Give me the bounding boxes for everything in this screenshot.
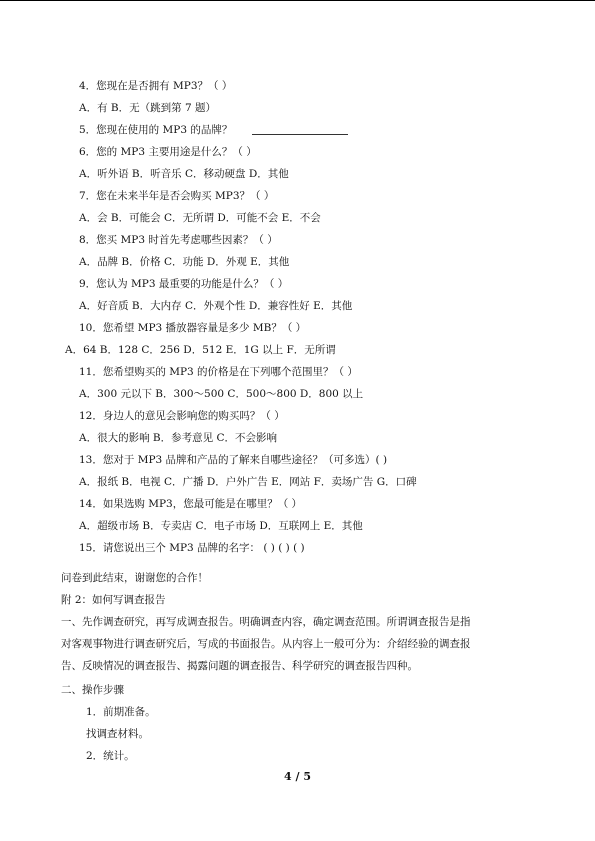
section1-line-3: 告、反映情况的调查报告、揭露问题的调查报告、科学研究的调查报告四种。 (61, 660, 418, 672)
appendix-title: 附 2：如何写调查报告 (61, 594, 166, 606)
question-13: 13．您对于 MP3 品牌和产品的了解来自哪些途径？（可多选）( ) (79, 454, 388, 466)
question-12: 12．身边人的意见会影响您的购买吗？（ ） (79, 410, 285, 422)
answer-blank-5 (252, 134, 348, 135)
options-4: A．有 B．无（跳到第 7 题） (79, 102, 216, 114)
step-1-detail: 找调查材料。 (86, 728, 149, 740)
options-10: A．64 B．128 C．256 D．512 E．1G 以上 F．无所谓 (65, 344, 336, 356)
question-8: 8．您买 MP3 时首先考虑哪些因素？（ ） (79, 234, 278, 246)
step-2: 2．统计。 (86, 750, 135, 762)
options-8: A．品牌 B．价格 C．功能 D．外观 E．其他 (79, 256, 290, 268)
question-11: 11．您希望购买的 MP3 的价格是在下列哪个范围里？（ ） (79, 366, 358, 378)
closing-text: 问卷到此结束，谢谢您的合作！ (61, 572, 208, 584)
options-12: A．很大的影响 B．参考意见 C．不会影响 (79, 432, 278, 444)
question-5: 5．您现在使用的 MP3 的品牌？ (79, 124, 233, 136)
question-7: 7．您在未来半年是否会购买 MP3？（ ） (79, 190, 275, 202)
options-13: A．报纸 B．电视 C．广播 D．户外广告 E．网站 F．卖场广告 G．口碑 (79, 476, 417, 488)
section2-title: 二、操作步骤 (61, 684, 124, 696)
options-7: A．会 B．可能会 C．无所谓 D．可能不会 E．不会 (79, 212, 321, 224)
options-9: A．好音质 B．大内存 C．外观个性 D．兼容性好 E．其他 (79, 300, 353, 312)
question-9: 9．您认为 MP3 最重要的功能是什么？（ ） (79, 278, 289, 290)
step-1: 1．前期准备。 (86, 706, 156, 718)
page-number: 4 / 5 (284, 770, 311, 783)
options-11: A．300 元以下 B．300～500 C．500～800 D．800 以上 (79, 388, 364, 400)
section1-line-2: 对客观事物进行调查研究后，写成的书面报告。从内容上一般可分为：介绍经验的调查报 (61, 638, 471, 650)
top-border (0, 0, 595, 1)
question-14: 14．如果选购 MP3，您最可能是在哪里？（ ） (79, 498, 303, 510)
section1-line-1: 一、先作调查研究，再写成调查报告。明确调查内容，确定调查范围。所谓调查报告是指 (61, 616, 471, 628)
question-10: 10．您希望 MP3 播放器容量是多少 MB？（ ） (79, 322, 307, 334)
question-4: 4．您现在是否拥有 MP3？（ ） (79, 80, 233, 92)
question-6: 6．您的 MP3 主要用途是什么？（ ） (79, 146, 257, 158)
question-15: 15．请您说出三个 MP3 品牌的名字： ( ) ( ) ( ) (79, 542, 305, 554)
options-6: A．听外语 B．听音乐 C．移动硬盘 D．其他 (79, 168, 289, 180)
options-14: A．超级市场 B．专卖店 C．电子市场 D．互联网上 E．其他 (79, 520, 363, 532)
